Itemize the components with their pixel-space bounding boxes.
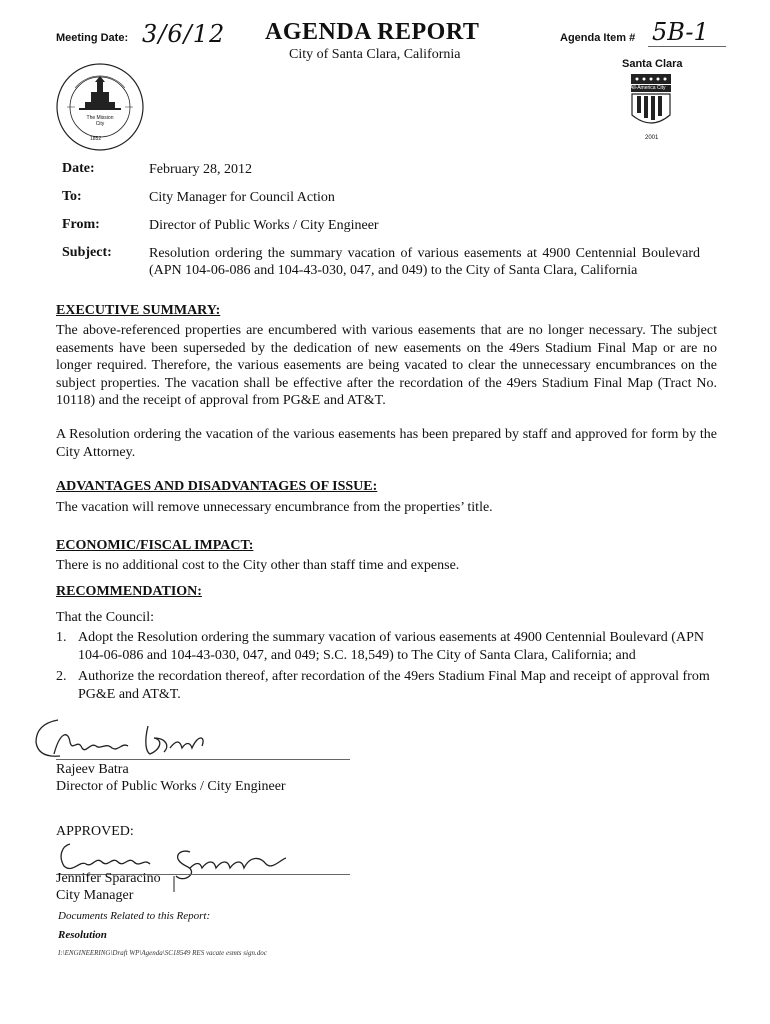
seal-center-text: The Mission City <box>86 115 114 127</box>
to-label: To: <box>62 189 82 204</box>
recommendation-item <box>56 668 717 703</box>
all-america-city-logo <box>618 58 688 148</box>
page-title: AGENDA REPORT <box>265 19 480 45</box>
page-subtitle: City of Santa Clara, California <box>289 47 461 62</box>
recommendation-list <box>56 629 717 705</box>
award-year: 2001 <box>645 135 659 141</box>
recommendation-item-text: Adopt the Resolution ordering the summary vacation of various easements at 4900 Centennial Boulevard (APN 104-06-086 and 104-43-030, 047, and 049; S.C. 18,549) to The City of Santa Clara, California; and <box>78 630 704 663</box>
executive-summary-heading: EXECUTIVE SUMMARY: <box>56 303 221 318</box>
related-docs-item: Resolution <box>58 929 107 941</box>
signature-line-1 <box>56 759 350 760</box>
subject-label: Subject: <box>62 245 112 260</box>
meeting-date-label: Meeting Date: <box>56 32 129 44</box>
recommendation-item-number: 2. <box>56 669 67 684</box>
executive-summary-para1: The above-referenced properties are encumbered with various easements that are no longer necessary. The subject easements have been superseded by the dedication of new easements on the 49ers Stadium Final Map or are no longer required. Therefore, the various easements are being vacated to clear the unnecessary encumbrances on the subject properties. The vacation shall be effective after the recordation of the 49ers Stadium Final Map (Tract No. 10118) and the receipt of approval from PG&E and AT&T. <box>56 323 717 408</box>
signer1-title: Director of Public Works / City Engineer <box>56 779 286 794</box>
approver-title: City Manager <box>56 888 134 903</box>
signer1-name: Rajeev Batra <box>56 762 129 777</box>
advantages-heading: ADVANTAGES AND DISADVANTAGES OF ISSUE: <box>56 479 378 494</box>
to-value: City Manager for Council Action <box>149 190 335 205</box>
date-label: Date: <box>62 161 95 176</box>
recommendation-item-text: Authorize the recordation thereof, after recordation of the 49ers Stadium Final Map and receipt of approval from PG&E and AT&T. <box>78 669 710 702</box>
file-path: I:\ENGINEERING\Draft WP\Agenda\SC18549 RES vacate esmts sign.doc <box>58 949 267 957</box>
from-value: Director of Public Works / City Engineer <box>149 218 379 233</box>
executive-summary-para2: A Resolution ordering the vacation of the various easements has been prepared by staff and approved for form by the City Attorney. <box>56 427 717 460</box>
award-banner: All-America City <box>630 85 666 91</box>
advantages-text: The vacation will remove unnecessary encumbrance from the properties’ title. <box>56 500 493 515</box>
agenda-item-label: Agenda Item # <box>560 32 636 44</box>
approver-name: Jennifer Sparacino <box>56 871 161 886</box>
recommendation-heading: RECOMMENDATION: <box>56 584 202 599</box>
recommendation-item <box>56 629 717 664</box>
fiscal-text: There is no additional cost to the City other than staff time and expense. <box>56 558 460 573</box>
recommendation-intro: That the Council: <box>56 610 154 625</box>
fiscal-heading: ECONOMIC/FISCAL IMPACT: <box>56 538 254 553</box>
city-seal <box>55 62 145 152</box>
agenda-item-line <box>648 46 726 47</box>
subject-value: Resolution ordering the summary vacation of various easements at 4900 Centennial Boulevard (APN 104-06-086 and 104-43-030, 047, and 049) to the City of Santa Clara, California <box>149 246 700 278</box>
award-city: Santa Clara <box>622 58 683 70</box>
related-docs-label: Documents Related to this Report: <box>58 910 211 922</box>
seal-year: 1852 <box>90 136 102 142</box>
from-label: From: <box>62 217 100 232</box>
recommendation-item-number: 1. <box>56 630 67 645</box>
agenda-item-handwritten: 5B-1 <box>652 18 709 46</box>
date-value: February 28, 2012 <box>149 162 253 177</box>
meeting-date-handwritten: 3/6/12 <box>142 20 226 48</box>
approved-label: APPROVED: <box>56 824 134 839</box>
